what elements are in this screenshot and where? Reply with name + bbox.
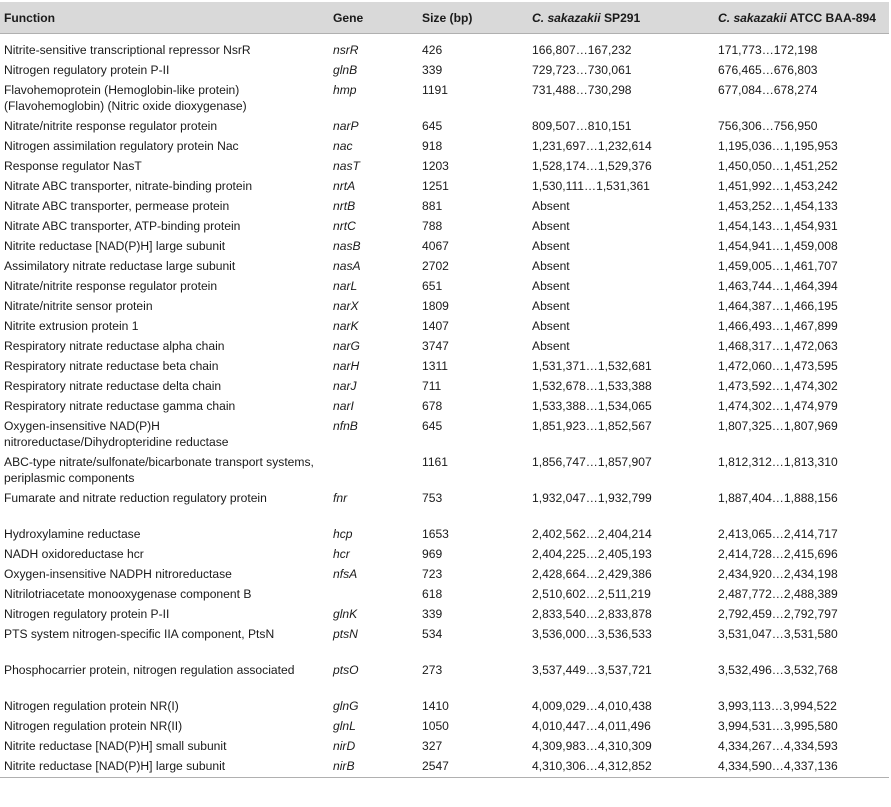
cell-size: 969 xyxy=(422,547,443,561)
table-row xyxy=(0,696,889,716)
cell-size: 788 xyxy=(422,219,443,233)
cell-baa894: 4,334,267…4,334,593 xyxy=(718,739,838,753)
cell-baa894: 2,414,728…2,415,696 xyxy=(718,547,838,561)
cell-function: Nitrogen regulation protein NR(I) xyxy=(4,699,179,713)
cell-function: Nitrate/nitrite response regulator protein xyxy=(4,119,218,133)
table-row xyxy=(0,564,889,584)
cell-gene: hcr xyxy=(333,547,350,561)
cell-function: Oxygen-insensitive NAD(P)H nitroreductase/Dihydropteridine reductase xyxy=(4,419,229,449)
cell-function: Nitrate ABC transporter, ATP-binding protein xyxy=(4,219,241,233)
cell-size: 1809 xyxy=(422,299,449,313)
cell-sp291: 1,528,174…1,529,376 xyxy=(532,159,652,173)
header-sp291-strain: SP291 xyxy=(600,10,641,25)
cell-sp291: 2,428,664…2,429,386 xyxy=(532,567,652,581)
table-row xyxy=(0,60,889,80)
cell-gene: narH xyxy=(333,359,360,373)
cell-function: Assimilatory nitrate reductase large subunit xyxy=(4,259,236,273)
header-row xyxy=(0,2,889,34)
cell-baa894: 1,468,317…1,472,063 xyxy=(718,339,838,353)
table-row xyxy=(0,660,889,696)
cell-sp291: 2,404,225…2,405,193 xyxy=(532,547,652,561)
table-row xyxy=(0,756,889,778)
cell-size: 881 xyxy=(422,199,443,213)
cell-gene: nirD xyxy=(333,739,356,753)
cell-baa894: 1,451,992…1,453,242 xyxy=(718,179,838,193)
cell-baa894: 2,413,065…2,414,717 xyxy=(718,527,838,541)
cell-baa894: 2,434,920…2,434,198 xyxy=(718,567,838,581)
cell-gene: fnr xyxy=(333,491,348,505)
cell-sp291: 1,530,111…1,531,361 xyxy=(532,179,650,193)
cell-sp291: Absent xyxy=(532,219,570,233)
cell-function: Oxygen-insensitive NADPH nitroreductase xyxy=(4,567,232,581)
table-row xyxy=(0,156,889,176)
cell-sp291: Absent xyxy=(532,239,570,253)
table-row xyxy=(0,236,889,256)
cell-size: 1410 xyxy=(422,699,449,713)
cell-sp291: 1,532,678…1,533,388 xyxy=(532,379,652,393)
cell-size: 645 xyxy=(422,419,443,433)
cell-gene: hmp xyxy=(333,83,357,97)
cell-size: 2702 xyxy=(422,259,449,273)
cell-function: NADH oxidoreductase hcr xyxy=(4,547,144,561)
cell-function: Nitrogen regulatory protein P-II xyxy=(4,607,170,621)
cell-size: 723 xyxy=(422,567,443,581)
cell-gene: nsrR xyxy=(333,43,359,57)
cell-gene: glnK xyxy=(333,607,358,621)
cell-sp291: Absent xyxy=(532,279,570,293)
cell-function: Nitrite reductase [NAD(P)H] large subunit xyxy=(0,756,329,778)
cell-size: 711 xyxy=(422,379,442,393)
table-row xyxy=(0,136,889,156)
cell-function: Flavohemoprotein (Hemoglobin-like protein) (Flavohemoglobin) (Nitric oxide dioxygenase) xyxy=(4,83,247,113)
table-row xyxy=(0,716,889,736)
cell-sp291: Absent xyxy=(532,259,570,273)
cell-size: 678 xyxy=(422,399,443,413)
cell-sp291: 809,507…810,151 xyxy=(532,119,632,133)
cell-baa894: 1,454,143…1,454,931 xyxy=(718,219,838,233)
cell-size: 753 xyxy=(422,491,443,505)
table-row xyxy=(0,376,889,396)
cell-gene: narL xyxy=(333,279,358,293)
cell-gene: glnL xyxy=(333,719,356,733)
cell-baa894: 4,334,590…4,337,136 xyxy=(714,756,889,778)
cell-sp291: 166,807…167,232 xyxy=(532,43,632,57)
cell-sp291: 1,531,371…1,532,681 xyxy=(532,359,652,373)
cell-gene: ptsO xyxy=(333,663,359,677)
cell-sp291: 731,488…730,298 xyxy=(532,83,632,97)
cell-function: Nitrite extrusion protein 1 xyxy=(4,319,139,333)
cell-baa894: 3,531,047…3,531,580 xyxy=(718,627,838,641)
cell-baa894: 1,466,493…1,467,899 xyxy=(718,319,838,333)
header-sp291-species: C. sakazakii xyxy=(532,10,601,25)
cell-function: Nitrate/nitrite response regulator protein xyxy=(4,279,218,293)
table-row xyxy=(0,524,889,544)
cell-sp291: 1,932,047…1,932,799 xyxy=(532,491,652,505)
cell-baa894: 2,792,459…2,792,797 xyxy=(718,607,838,621)
cell-baa894: 3,993,113…3,994,522 xyxy=(718,699,837,713)
header-function: Function xyxy=(0,2,329,34)
table-row xyxy=(0,34,889,61)
cell-function: Respiratory nitrate reductase delta chain xyxy=(4,379,222,393)
header-baa894 xyxy=(714,2,889,34)
header-baa894-species: C. sakazakii xyxy=(718,10,787,25)
cell-size: 339 xyxy=(422,607,443,621)
cell-sp291: 729,723…730,061 xyxy=(532,63,632,77)
cell-baa894: 756,306…756,950 xyxy=(718,119,818,133)
cell-size: 1191 xyxy=(422,83,449,97)
cell-function: Nitrate ABC transporter, nitrate-binding protein xyxy=(4,179,253,193)
cell-size: 618 xyxy=(422,587,443,601)
cell-baa894: 1,454,941…1,459,008 xyxy=(718,239,838,253)
table-row xyxy=(0,316,889,336)
cell-size: 3747 xyxy=(422,339,449,353)
cell-function: Nitrilotriacetate monooxygenase component B xyxy=(4,587,252,601)
cell-gene: narG xyxy=(333,339,360,353)
cell-gene: nrtA xyxy=(333,179,356,193)
cell-baa894: 1,474,302…1,474,979 xyxy=(718,399,838,413)
table-row xyxy=(0,416,889,452)
cell-gene: nrtB xyxy=(333,199,356,213)
cell-sp291: 1,533,388…1,534,065 xyxy=(532,399,652,413)
cell-baa894: 1,887,404…1,888,156 xyxy=(718,491,838,505)
cell-size: 1407 xyxy=(422,319,449,333)
cell-size: 426 xyxy=(422,43,443,57)
cell-function: Nitrogen regulatory protein P-II xyxy=(4,63,170,77)
cell-baa894: 1,195,036…1,195,953 xyxy=(718,139,838,153)
cell-function: Phosphocarrier protein, nitrogen regulation associated xyxy=(4,663,295,677)
cell-baa894: 1,453,252…1,454,133 xyxy=(718,199,838,213)
cell-function: Respiratory nitrate reductase beta chain xyxy=(4,359,219,373)
cell-baa894: 1,450,050…1,451,252 xyxy=(718,159,838,173)
cell-function: Nitrate/nitrite sensor protein xyxy=(4,299,153,313)
cell-function: Nitrate ABC transporter, permease protein xyxy=(4,199,230,213)
cell-gene: nasB xyxy=(333,239,361,253)
cell-sp291: 4,309,983…4,310,309 xyxy=(532,739,652,753)
cell-function: PTS system nitrogen-specific IIA component, PtsN xyxy=(4,627,275,641)
cell-gene: glnG xyxy=(333,699,359,713)
cell-gene: glnB xyxy=(333,63,358,77)
cell-sp291: Absent xyxy=(532,299,570,313)
table-row xyxy=(0,216,889,236)
cell-sp291: 2,402,562…2,404,214 xyxy=(532,527,652,541)
cell-sp291: 1,231,697…1,232,614 xyxy=(532,139,652,153)
cell-baa894: 1,463,744…1,464,394 xyxy=(718,279,838,293)
cell-sp291: 4,310,306…4,312,852 xyxy=(528,756,714,778)
cell-baa894: 1,464,387…1,466,195 xyxy=(718,299,838,313)
cell-baa894: 3,994,531…3,995,580 xyxy=(718,719,838,733)
cell-gene: narI xyxy=(333,399,354,413)
cell-gene: narP xyxy=(333,119,359,133)
cell-size: 1161 xyxy=(422,455,449,469)
cell-baa894: 1,472,060…1,473,595 xyxy=(718,359,838,373)
nitrogen-genes-table xyxy=(0,2,889,778)
cell-gene: ptsN xyxy=(333,627,358,641)
cell-gene: narK xyxy=(333,319,359,333)
cell-sp291: 1,851,923…1,852,567 xyxy=(532,419,652,433)
cell-function: Nitrogen assimilation regulatory protein Nac xyxy=(4,139,239,153)
table-row xyxy=(0,544,889,564)
cell-gene: hcp xyxy=(333,527,353,541)
cell-gene: nrtC xyxy=(333,219,356,233)
cell-baa894: 2,487,772…2,488,389 xyxy=(718,587,838,601)
cell-sp291: 3,536,000…3,536,533 xyxy=(532,627,652,641)
table-body xyxy=(0,34,889,778)
header-sp291 xyxy=(528,2,714,34)
cell-sp291: 1,856,747…1,857,907 xyxy=(532,455,652,469)
cell-sp291: Absent xyxy=(532,319,570,333)
cell-size: 1203 xyxy=(422,159,449,173)
cell-sp291: 2,833,540…2,833,878 xyxy=(532,607,652,621)
table-row xyxy=(0,196,889,216)
cell-function: Nitrite reductase [NAD(P)H] small subunit xyxy=(4,739,227,753)
cell-function: Nitrite-sensitive transcriptional repressor NsrR xyxy=(4,43,251,57)
cell-gene: nac xyxy=(333,139,353,153)
cell-baa894: 1,807,325…1,807,969 xyxy=(718,419,838,433)
cell-sp291: Absent xyxy=(532,339,570,353)
table-row xyxy=(0,584,889,604)
cell-gene: nfsA xyxy=(333,567,358,581)
table-row xyxy=(0,176,889,196)
cell-size: 651 xyxy=(422,279,443,293)
cell-baa894: 171,773…172,198 xyxy=(718,43,818,57)
cell-baa894: 677,084…678,274 xyxy=(718,83,818,97)
table-row xyxy=(0,296,889,316)
cell-size: 339 xyxy=(422,63,443,77)
table-row xyxy=(0,356,889,376)
cell-size: 2547 xyxy=(418,756,528,778)
table-row xyxy=(0,452,889,488)
cell-function: Respiratory nitrate reductase gamma chain xyxy=(4,399,236,413)
cell-sp291: 4,010,447…4,011,496 xyxy=(532,719,651,733)
cell-sp291: 3,537,449…3,537,721 xyxy=(532,663,652,677)
cell-gene xyxy=(329,584,418,604)
header-size: Size (bp) xyxy=(418,2,528,34)
cell-gene: narJ xyxy=(333,379,357,393)
table-row xyxy=(0,396,889,416)
table-row xyxy=(0,336,889,356)
table-row xyxy=(0,256,889,276)
cell-size: 534 xyxy=(422,627,443,641)
cell-gene: narX xyxy=(333,299,359,313)
table-row xyxy=(0,80,889,116)
cell-function: Respiratory nitrate reductase alpha chain xyxy=(4,339,225,353)
cell-size: 4067 xyxy=(422,239,449,253)
cell-baa894: 1,459,005…1,461,707 xyxy=(718,259,838,273)
cell-baa894: 1,473,592…1,474,302 xyxy=(718,379,838,393)
cell-sp291: 2,510,602…2,511,219 xyxy=(532,587,651,601)
table-row xyxy=(0,604,889,624)
table-row xyxy=(0,624,889,660)
cell-size: 1050 xyxy=(422,719,449,733)
cell-function: Fumarate and nitrate reduction regulatory protein xyxy=(4,491,267,505)
cell-gene: nfnB xyxy=(333,419,358,433)
cell-baa894: 3,532,496…3,532,768 xyxy=(718,663,838,677)
cell-baa894: 676,465…676,803 xyxy=(718,63,818,77)
table-row xyxy=(0,116,889,136)
cell-gene: nirB xyxy=(329,756,418,778)
cell-gene: nasA xyxy=(333,259,361,273)
cell-size: 1311 xyxy=(422,359,449,373)
table-header xyxy=(0,2,889,34)
cell-size: 327 xyxy=(422,739,443,753)
cell-function: Hydroxylamine reductase xyxy=(4,527,141,541)
cell-function: Nitrogen regulation protein NR(II) xyxy=(4,719,183,733)
cell-sp291: Absent xyxy=(532,199,570,213)
cell-size: 1653 xyxy=(422,527,449,541)
header-gene: Gene xyxy=(329,2,418,34)
cell-function: Response regulator NasT xyxy=(4,159,142,173)
table-row xyxy=(0,276,889,296)
cell-gene: nasT xyxy=(333,159,360,173)
header-baa894-strain: ATCC BAA-894 xyxy=(786,10,876,25)
cell-baa894: 1,812,312…1,813,310 xyxy=(718,455,838,469)
cell-gene xyxy=(329,452,418,488)
cell-size: 273 xyxy=(422,663,443,677)
cell-size: 1251 xyxy=(422,179,449,193)
cell-function: ABC-type nitrate/sulfonate/bicarbonate transport systems, periplasmic components xyxy=(4,455,314,485)
table-row xyxy=(0,488,889,524)
cell-sp291: 4,009,029…4,010,438 xyxy=(532,699,652,713)
cell-size: 918 xyxy=(422,139,443,153)
cell-function: Nitrite reductase [NAD(P)H] large subunit xyxy=(4,239,226,253)
cell-size: 645 xyxy=(422,119,443,133)
table-row xyxy=(0,736,889,756)
